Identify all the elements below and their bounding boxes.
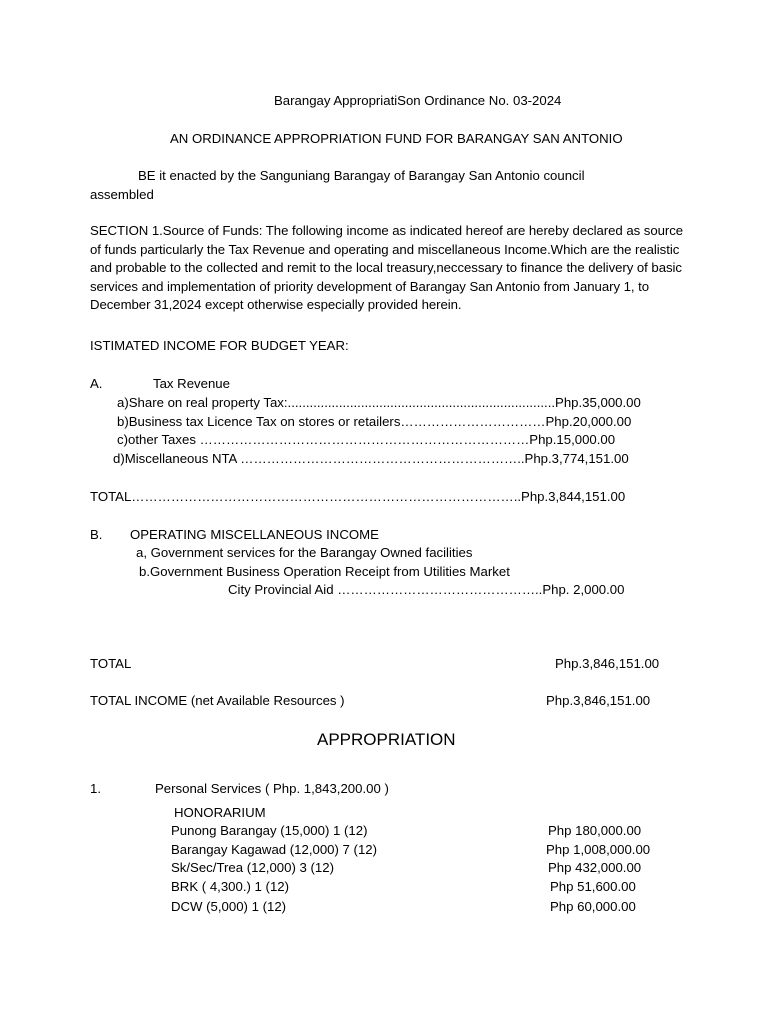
tax-section-heading: Tax Revenue xyxy=(153,376,230,391)
honorarium-heading: HONORARIUM xyxy=(174,805,266,820)
tax-section-letter: A. xyxy=(90,376,103,391)
ordinance-number: Barangay AppropriatiSon Ordinance No. 03-2024 xyxy=(274,93,562,108)
tax-item-business: b)Business tax Licence Tax on stores or retailers……………………………Php.20,000.00 xyxy=(117,414,632,429)
section-1: SECTION 1.Source of Funds: The following income as indicated hereof are hereby declared as source of funds particularly the Tax Revenue and operating and miscellaneous Income.Which are the realistic and probable to the collected and remit to the local treasury,neccessary to finance the delivery of basic services and implementation of priority development of Barangay San Antonio from January 1, to December 31,2024 except otherwise especially provided herein. xyxy=(90,223,684,312)
honorarium-row-label: DCW (5,000) 1 (12) xyxy=(171,899,287,914)
enactment-clause: BE it enacted by the Sanguniang Barangay of Barangay San Antonio council assembled xyxy=(90,168,585,202)
misc-item-a: a, Government services for the Barangay Owned facilities xyxy=(136,545,473,560)
tax-item-real-property: a)Share on real property Tax:.........................................................................Php.35,000.00 xyxy=(117,395,641,410)
honorarium-row-label: Sk/Sec/Trea (12,000) 3 (12) xyxy=(171,860,334,875)
misc-item-b-aid: City Provincial Aid ………………………………………..Php. 2,000.00 xyxy=(228,582,625,597)
misc-item-b: b.Government Business Operation Receipt from Utilities Market xyxy=(139,564,510,579)
tax-item-nta: d)Miscellaneous NTA ………………………………………………………..Php.3,774,151.00 xyxy=(113,451,629,466)
honorarium-row-amount: Php 432,000.00 xyxy=(548,860,642,875)
appropriation-heading: APPROPRIATION xyxy=(317,730,456,749)
honorarium-row-amount: Php 51,600.00 xyxy=(550,879,636,894)
honorarium-row-label: BRK ( 4,300.) 1 (12) xyxy=(171,879,290,894)
personal-services-label: Personal Services ( Php. 1,843,200.00 ) xyxy=(155,781,389,796)
misc-section-letter: B. xyxy=(90,527,103,542)
total-income-value: Php.3,846,151.00 xyxy=(546,693,651,708)
total-label: TOTAL xyxy=(90,656,132,671)
honorarium-row-label: Punong Barangay (15,000) 1 (12) xyxy=(171,823,368,838)
total-income-label: TOTAL INCOME (net Available Resources ) xyxy=(90,693,345,708)
estimated-income-heading: ISTIMATED INCOME FOR BUDGET YEAR: xyxy=(90,338,349,353)
honorarium-row-amount: Php 60,000.00 xyxy=(550,899,636,914)
misc-section-heading: OPERATING MISCELLANEOUS INCOME xyxy=(130,527,379,542)
tax-total: TOTAL……………………………………………………………………………..Php.3,844,151.00 xyxy=(90,489,626,504)
total-value: Php.3,846,151.00 xyxy=(555,656,660,671)
honorarium-row-amount: Php 1,008,000.00 xyxy=(546,842,651,857)
tax-item-other: c)other Taxes …………………………………………………………………Php.15,000.00 xyxy=(117,432,616,447)
ordinance-title: AN ORDINANCE APPROPRIATION FUND FOR BARANGAY SAN ANTONIO xyxy=(170,131,623,146)
personal-services-number: 1. xyxy=(90,781,101,796)
honorarium-row-amount: Php 180,000.00 xyxy=(548,823,642,838)
honorarium-row-label: Barangay Kagawad (12,000) 7 (12) xyxy=(171,842,378,857)
